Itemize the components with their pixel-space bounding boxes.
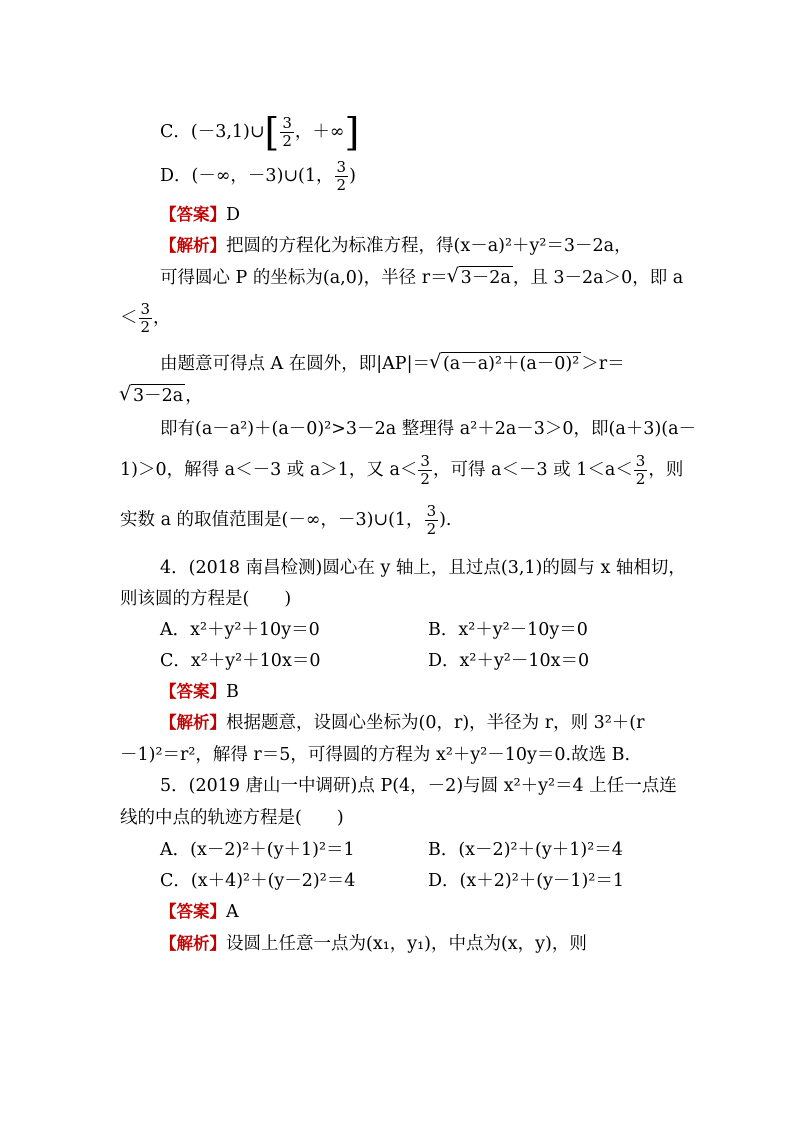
q4-answer: 【答案】B (160, 682, 239, 702)
q4-stem-line-2: 则该圆的方程是( ) (120, 589, 292, 609)
q5-option-c[interactable]: C．(x＋4)²＋(y－2)²＝4 (160, 871, 356, 891)
q3-analysis-line-8: 实数 a 的取值范围是(－∞，－3)∪(1， $\frac{3}{2}$ ). (120, 502, 452, 538)
q3-analysis-line-5: √ 3－2a ， (120, 384, 203, 408)
q5-option-a[interactable]: A．(x－2)²＋(y＋1)²＝1 (160, 840, 355, 860)
q4-option-a[interactable]: A．x²＋y²＋10y＝0 (160, 620, 320, 640)
q5-stem-line-1: 5．(2019 唐山一中调研)点 P(4，－2)与圆 x²＋y²＝4 上任一点连 (160, 776, 677, 796)
q5-option-b[interactable]: B．(x－2)²＋(y＋1)²＝4 (428, 840, 623, 860)
q3-option-c: C．(－3,1)∪[ $\frac{3}{2}$ ，＋∞] (160, 110, 360, 155)
q4-analysis-line-1: 【解析】根据题意，设圆心坐标为(0，r)，半径为 r，则 3²＋(r (160, 713, 645, 733)
q3-option-d: D．(－∞，－3)∪(1， $\frac{3}{2}$ ) (160, 158, 356, 194)
q3-analysis-line-4: 由题意可得点 A 在圆外，即|AP|＝√ (a－a)²＋(a－0)² ＞r＝ (160, 352, 625, 376)
q3-analysis-line-6: 即有(a－a²)＋(a－0)²>3－2a 整理得 a²＋2a－3＞0，即(a＋3)(a－ (160, 419, 697, 439)
fraction: $\frac{3}{2}$ (140, 300, 151, 336)
q3-analysis-line-7: 1)＞0，解得 a＜－3 或 a＞1，又 a＜ $\frac{3}{2}$ ，可得 a＜－3 或 1＜a＜ $\frac{3}{2}$ ，则 (120, 452, 684, 488)
fraction: $\frac{3}{2}$ (420, 452, 430, 488)
q5-analysis-line-1: 【解析】设圆上任意一点为(x₁，y₁)，中点为(x，y)，则 (160, 934, 587, 954)
q4-option-b[interactable]: B．x²＋y²－10y＝0 (428, 620, 588, 640)
q5-answer: 【答案】A (160, 902, 239, 922)
q4-option-c[interactable]: C．x²＋y²＋10x＝0 (160, 651, 321, 671)
square-root: √ 3－2a (120, 384, 185, 408)
q4-option-d[interactable]: D．x²＋y²－10x＝0 (428, 651, 590, 671)
q3-analysis-line-2: 可得圆心 P 的坐标为(a,0)，半径 r＝√ 3－2a ，且 3－2a＞0，即 a (160, 266, 683, 290)
fraction: $\frac{3}{2}$ (426, 502, 437, 538)
right-bracket: ] (344, 110, 360, 155)
q5-option-d[interactable]: D．(x＋2)²＋(y－1)²＝1 (428, 871, 625, 891)
q3-analysis-line-3: ＜ $\frac{3}{2}$ ， (120, 300, 171, 336)
fraction: $\frac{3}{2}$ (282, 114, 292, 150)
q3-answer: 【答案】D (160, 205, 241, 225)
left-bracket: [ (264, 110, 280, 155)
q4-analysis-line-2: －1)²＝r²，解得 r＝5，可得圆的方程为 x²＋y²－10y＝0.故选 B. (120, 745, 631, 765)
q4-stem-line-1: 4．(2018 南昌检测)圆心在 y 轴上，且过点(3,1)的圆与 x 轴相切， (160, 558, 686, 578)
fraction: $\frac{3}{2}$ (635, 452, 646, 488)
q3-analysis-line-1: 【解析】把圆的方程化为标准方程，得(x－a)²＋y²＝3－2a， (160, 236, 632, 256)
fraction: $\frac{3}{2}$ (336, 158, 347, 194)
square-root: √ 3－2a (448, 266, 513, 290)
square-root: √ (a－a)²＋(a－0)² (430, 352, 581, 376)
q5-stem-line-2: 线的中点的轨迹方程是( ) (120, 808, 344, 828)
